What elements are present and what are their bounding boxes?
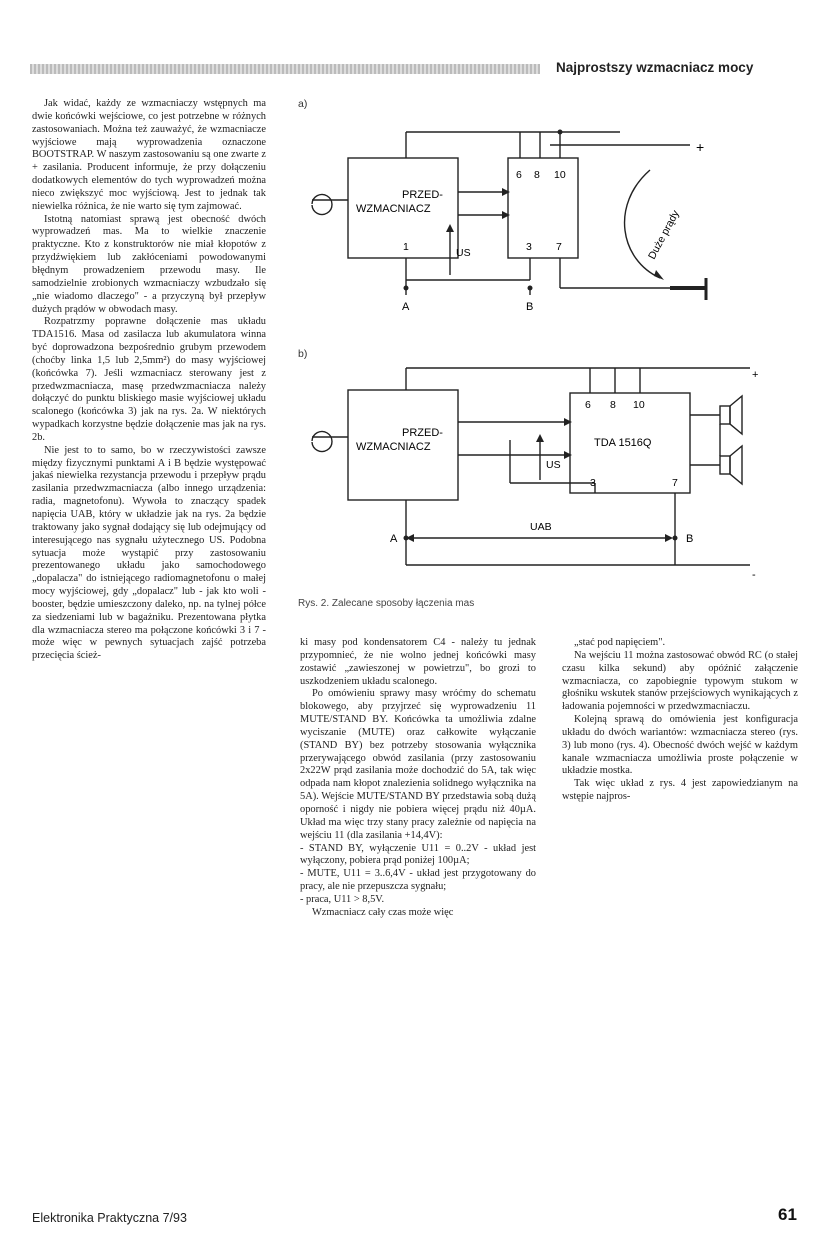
paragraph: Kolejną sprawą do omówienia jest konfiguracja układu do dwóch wariantów: wzmacniacza stereo (rys. 3) lub mono (rys. 4). Obecność dwóch wejść w każdym kanale wzmacniacza umożliwia proste połączenie w układzie mostka. — [562, 714, 798, 777]
large-currents-label: Duże prądy — [646, 208, 682, 262]
us-label: US — [546, 459, 561, 471]
paragraph: Tak więc układ z rys. 4 jest zapowiedzianym na wstępie najpros- — [562, 778, 798, 803]
pin-label: 10 — [633, 399, 645, 411]
list-item: - praca, U11 > 8,5V. — [300, 893, 385, 905]
footer-journal: Elektronika Praktyczna 7/93 — [32, 1211, 187, 1225]
paragraph: Po omówieniu sprawy masy wróćmy do schematu blokowego, aby przyjrzeć się wyprowadzeniu 11 MUTE/STAND BY. Końcówka ta umożliwia zdalne wyciszanie (MUTE) oraz całkowite wyłączanie (STAND BY) bez potrzeby stosowania wyłącznika przerywającego obwód zasilania (przy zastosowaniu 2x22W prąd zasilania może dochodzić do 5A, tak więc odpada nam kłopot znalezienia solidnego wyłącznika na 5A). Wejście MUTE/STAND BY przedstawia sobą dużą oporność i nigdy nie pobiera więcej prądu niż 40µA. Układ ma więc trzy stany pracy zależnie od napięcia na wejściu 11 (dla zasilania +14,4V): — [300, 688, 536, 841]
pin-label: 3 — [526, 241, 532, 253]
pin-label: 1 — [403, 241, 409, 253]
paragraph: Jak widać, każdy ze wzmacniaczy wstępnych ma dwie końcówki wejściowe, co jest potrzebne w różnych zastosowaniach. Można też zauważyć, że wzmacniacze wyjściowe mają wyprowadzenia oznaczone BOOTSTRAP. W naszym zastosowaniu są one zwarte z + zasilania. Producent informuje, że przy dołączeniu dodatkowych elementów do tych wyprowadzeń można nieco zwiększyć moc wyjściową. Jest to jednak tak niewielka różnica, że nie warto się tym zajmować. — [32, 98, 266, 212]
paragraph: „stać pod napięciem". — [574, 637, 666, 648]
running-header-title: Najprostszy wzmacniacz mocy — [556, 60, 754, 75]
pin-label: 6 — [516, 169, 522, 181]
preamp-label-line2: WZMACNIACZ — [356, 441, 431, 453]
pin-label: 8 — [610, 399, 616, 411]
node-b-label: B — [526, 301, 534, 313]
text-column-1 — [32, 98, 266, 663]
pin-label: 8 — [534, 169, 540, 181]
pin-label: 6 — [585, 399, 591, 411]
minus-label: - — [752, 569, 756, 581]
pin-label: 10 — [554, 169, 566, 181]
header-decorative-bar — [30, 64, 540, 74]
paragraph: Istotną natomiast sprawą jest obecność dwóch wyprowadzeń mas. Ma to wielkie znaczenie praktyczne. Kto z konstruktorów nie miał kłopotów z przydźwiękiem lub zakłóceniami powodowanymi błędnym prowadzeniem przewodu masy. Ile samodzielnie zrobionych wzmacniaczy wzbudzało się „nie wiadomo dlaczego" - a przyczyną był przepływ dużych prądów w obwodach masy. — [32, 213, 266, 315]
preamp-label-line1: PRZED- — [402, 189, 443, 201]
paragraph: Nie jest to to samo, bo w rzeczywistości zawsze między fizycznymi punktami A i B będzie występować jakaś niewielka rezystancja przewodu i przepływ prądu zasilania przedwzmacniacza (albo innego urządzenia: radia, magnetofonu). Wywoła to znaczący spadek napięcia UAB, który w układzie jak na rys. 2a będzie traktowany jako sygnał dodający się lub odejmujący od interesującego nas sygnału użytecznego US. Podobna sytuacja może wystąpić przy zastosowaniu prezentowanego układu jako samochodowego „dopalacza" do istniejącego radiomagnetofonu o małej mocy wyjściowej, gdy „dopalacz" lub - jak kto woli - booster, będzie umieszczony daleko, np. na tylnej półce za siedzeniami lub w bagażniku. Prezentowana płytka dla wzmacniacza stereo ma połączone końcówki 3 i 7 - może więc w pewnych sytuacjach zajść potrzeba przecięcia ścież- — [32, 444, 266, 662]
paragraph: Rozpatrzmy poprawne dołączenie mas układu TDA1516. Masa od zasilacza lub akumulatora winna być doprowadzona bezpośrednio grubym przewodem (choćby linka 1,5 lub 2,5mm²) do masy wyjściowej (końcówka 7). Jeśli wzmacniacz sterowany jest z przedwzmacniacza, masę przedwzmacniacza należy dołączyć do punktu bliskiego masie wyjściowej układu scalonego (końcówka 3) jak na rys. 2a. W niektórych wypadkach korzystne będzie dołączenie mas jak na rys. 2b. — [32, 316, 266, 443]
node-a-label: A — [390, 533, 398, 545]
figure-caption: Rys. 2. Zalecane sposoby łączenia mas — [298, 598, 475, 609]
chip-label: TDA 1516Q — [594, 437, 652, 449]
plus-label: + — [696, 139, 705, 155]
preamp-label-line1: PRZED- — [402, 427, 443, 439]
us-label: US — [456, 247, 471, 259]
pin-label: 7 — [556, 241, 562, 253]
figure-a-label: a) — [298, 98, 308, 110]
page-number: 61 — [778, 1205, 797, 1224]
list-item: - MUTE, U11 = 3..6,4V - układ jest przygotowany do pracy, ale nie przepuszcza sygnału; — [300, 868, 536, 893]
paragraph: Wzmacniacz cały czas może więc — [312, 906, 454, 918]
node-a-label: A — [402, 301, 410, 313]
text-column-3 — [562, 637, 798, 804]
preamp-label-line2: WZMACNIACZ — [356, 203, 431, 215]
paragraph: ki masy pod kondensatorem C4 - należy tu jednak przypomnieć, że nie wolno jednej końcówki masy zostawić „zawieszonej w powietrzu", bo grozi to uszkodzeniem układu scalonego. — [300, 637, 536, 687]
pin-label: 3 — [590, 477, 596, 489]
node-b-label: B — [686, 533, 694, 545]
uab-label: UAB — [530, 521, 552, 533]
paragraph: Na wejściu 11 można zastosować obwód RC (o stałej czasu kilka sekund) aby opóźnić załączenie wzmacniacza, co zapobiegnie typowym stukom w głośniku wskutek stanów przejściowych wynikających z ładowania pojemności w przedwzmacniaczu. — [562, 649, 798, 713]
circuit-diagram — [290, 110, 780, 590]
list-item: - STAND BY, wyłączenie U11 = 0..2V - układ jest wyłączony, pobiera prąd poniżej 100µA; — [300, 842, 536, 867]
text-column-2 — [300, 637, 536, 920]
plus-label: + — [752, 369, 759, 381]
figure-b-label: b) — [298, 348, 308, 360]
pin-label: 7 — [672, 477, 678, 489]
